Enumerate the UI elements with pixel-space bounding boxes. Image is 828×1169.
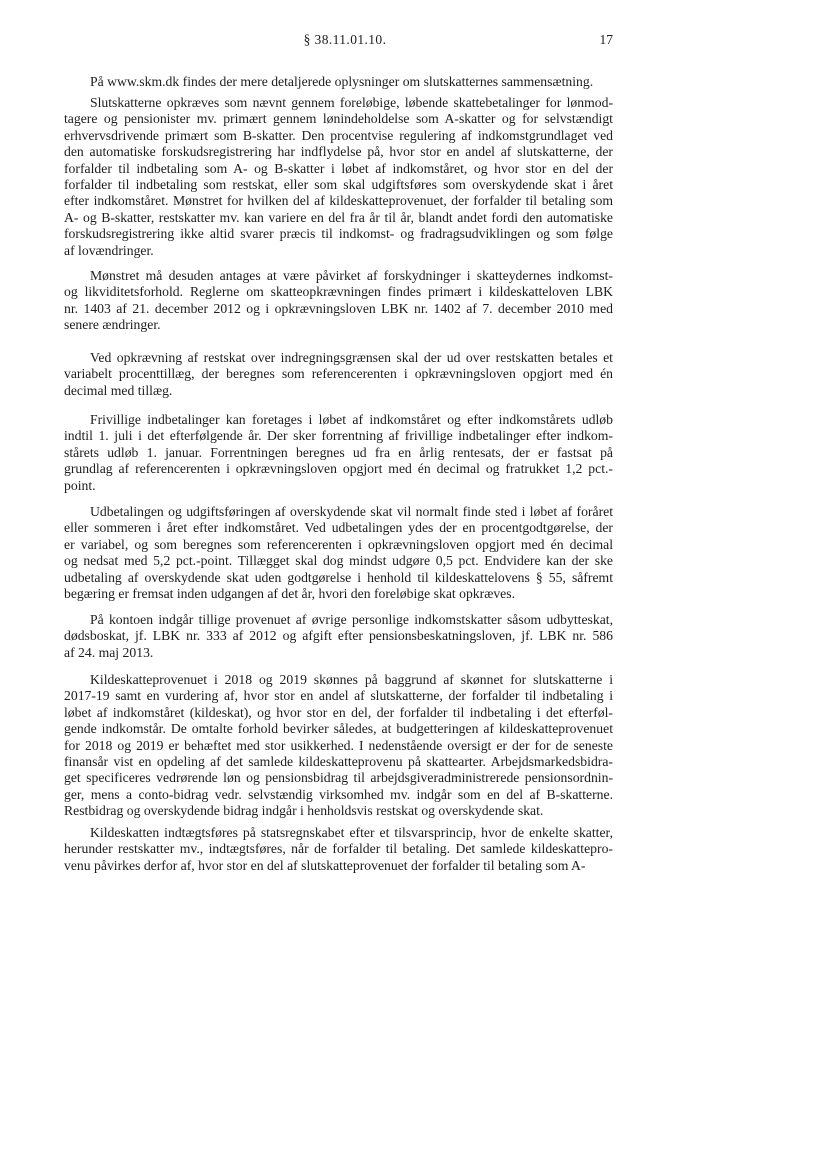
text-line: dødsboskat, jf. LBK nr. 333 af 2012 og afgift efter pensionsbeskatningsloven, jf. LBK nr. 586 bbox=[64, 628, 613, 644]
text-line: Udbetalingen og udgiftsføringen af overskydende skat vil normalt finde sted i løbet af foråret bbox=[90, 504, 613, 519]
text-line: og likviditetsforhold. Reglerne om skatteopkrævningen findes primært i kildeskatteloven LBK bbox=[64, 284, 613, 300]
body-text bbox=[64, 0, 613, 1169]
text-line: den automatiske forskudsregistrering har indflydelse på, hvor stor en andel af slutskatterne, der bbox=[64, 144, 613, 160]
text-line: begæring er fremsat inden udgangen af det år, hvori den foreløbige skat opkræves. bbox=[64, 585, 515, 601]
text-line: er variabel, og som beregnes som referencerenten i opkrævningsloven opgjort med én decimal bbox=[64, 536, 613, 552]
paragraph-8 bbox=[64, 672, 613, 820]
text-line: nr. 1403 af 21. december 2012 og i opkrævningsloven LBK nr. 1402 af 7. december 2010 med bbox=[64, 300, 613, 316]
text-line: forfalder til indbetaling som A- og B-skatter i løbet af indkomståret, og hvor stor en del der bbox=[64, 160, 613, 176]
text-line: forskudsregistrering ikke altid svarer præcis til indkomst- og fradragsudviklingen og som følge bbox=[64, 226, 613, 242]
paragraph-9 bbox=[64, 825, 613, 874]
text-line: På www.skm.dk findes der mere detaljerede oplysninger om slutskatternes sammensætning. bbox=[90, 74, 594, 89]
section-reference: § 38.11.01.10. bbox=[303, 32, 387, 47]
text-line: senere ændringer. bbox=[64, 317, 161, 333]
text-line: get specificeres vedrørende løn og pensionsbidrag til arbejdsgiveradministrerede pensionsordnin- bbox=[64, 770, 613, 786]
text-line: På kontoen indgår tillige provenuet af øvrige personlige indkomstskatter såsom udbytteskat, bbox=[90, 612, 613, 627]
text-line: decimal med tillæg. bbox=[64, 382, 173, 398]
text-line: Slutskatterne opkræves som nævnt gennem foreløbige, løbende skattebetalinger for lønmod- bbox=[90, 95, 613, 110]
paragraph-7 bbox=[64, 612, 613, 661]
text-line: af lovændringer. bbox=[64, 242, 154, 258]
text-line: eller sommeren i året efter indkomståret. Ved udbetalingen ydes der en procentgodtgørelse, der bbox=[64, 520, 613, 536]
text-line: A- og B-skatter, restskatter mv. kan variere en del fra år til år, blandt andet fordi den automatiske bbox=[64, 209, 613, 225]
text-line: Kildeskatteprovenuet i 2018 og 2019 skønnes på baggrund af skønnet for slutskatterne i bbox=[90, 672, 613, 687]
text-line: grundlag af referencerenten i opkrævningsloven opgjort med én decimal og fratrukket 1,2 pct.- bbox=[64, 461, 613, 477]
paragraph-4 bbox=[64, 350, 613, 399]
text-line: Ved opkrævning af restskat over indregningsgrænsen skal der ud over restskatten betales et bbox=[90, 350, 613, 365]
text-line: finansår vist en opdeling af det samlede kildeskatteprovenu på skattearter. Arbejdsmarkedsbidra- bbox=[64, 753, 613, 769]
text-line: ger, mens a conto-bidrag vedr. selvstændig virksomhed mv. indgår som en del af B-skatterne. bbox=[64, 786, 613, 802]
text-line: forfalder til indbetaling som restskat, eller som skal udgiftsføres som overskydende skat i året bbox=[64, 176, 613, 192]
text-line: tagere og pensionister mv. primært gennem lønindeholdelse som A-skatter og for selvstændigt bbox=[64, 111, 613, 127]
text-line: stårets udløb 1. januar. Forrentningen beregnes ud fra en årlig rentesats, der er fastsat på bbox=[64, 444, 613, 460]
paragraph-6 bbox=[64, 504, 613, 602]
paragraph-3 bbox=[64, 268, 613, 334]
paragraph-5 bbox=[64, 412, 613, 494]
text-line: venu påvirkes derfor af, hvor stor en del af slutskatteprovenuet der forfalder til betaling som A- bbox=[64, 857, 586, 873]
text-line: og nedsat med 5,2 pct.-point. Tillægget skal dog mindst udgøre 0,5 pct. Endvidere kan der ske bbox=[64, 553, 613, 569]
text-line: point. bbox=[64, 477, 96, 493]
text-line: variabelt procenttillæg, der beregnes som referencerenten i opkrævningsloven opgjort med én bbox=[64, 366, 613, 382]
text-line: for 2018 og 2019 er behæftet med stor usikkerhed. I nedenstående oversigt er der for de seneste bbox=[64, 737, 613, 753]
text-line: Kildeskatten indtægtsføres på statsregnskabet efter et tilsvarsprincip, hvor de enkelte skatter, bbox=[90, 825, 613, 840]
paragraph-2 bbox=[64, 95, 613, 259]
text-line: af 24. maj 2013. bbox=[64, 644, 154, 660]
text-line: Restbidrag og overskydende bidrag indgår i henholdsvis restskat og overskydende skat. bbox=[64, 803, 544, 819]
text-line: indtil 1. juli i det efterfølgende år. Der sker forrentning af frivillige indbetalinger efter indkom- bbox=[64, 428, 613, 444]
text-line: udbetaling af overskydende skat uden godtgørelse i henhold til kildeskattelovens § 55, såfremt bbox=[64, 569, 613, 585]
page-number: 17 bbox=[599, 32, 613, 47]
text-line: herunder restskatter mv., indtægtsføres, når de forfalder til betaling. Det samlede kildeskattepro- bbox=[64, 841, 613, 857]
text-line: gende indkomstår. De omtalte forhold bevirker således, at budgetteringen af kildeskatteprovenuet bbox=[64, 721, 613, 737]
text-line: Mønstret må desuden antages at være påvirket af forskydninger i skatteydernes indkomst- bbox=[90, 268, 613, 283]
paragraph-1 bbox=[64, 74, 613, 90]
text-line: Frivillige indbetalinger kan foretages i løbet af indkomståret og efter indkomstårets udløb bbox=[90, 412, 613, 427]
text-line: løbet af indkomståret (kildeskat), og hvor stor en del, der forfalder til indbetaling i det efterføl- bbox=[64, 704, 613, 720]
text-line: efter indkomståret. Mønstret for hvilken del af kildeskatteprovenuet, der forfalder til betaling som bbox=[64, 193, 613, 209]
text-line: erhvervsdrivende primært som B-skatter. Den procentvise regulering af indkomstgrundlaget ved bbox=[64, 127, 613, 143]
text-line: 2017-19 samt en vurdering af, hvor stor en andel af slutskatterne, der forfalder til indbetaling i bbox=[64, 688, 613, 704]
